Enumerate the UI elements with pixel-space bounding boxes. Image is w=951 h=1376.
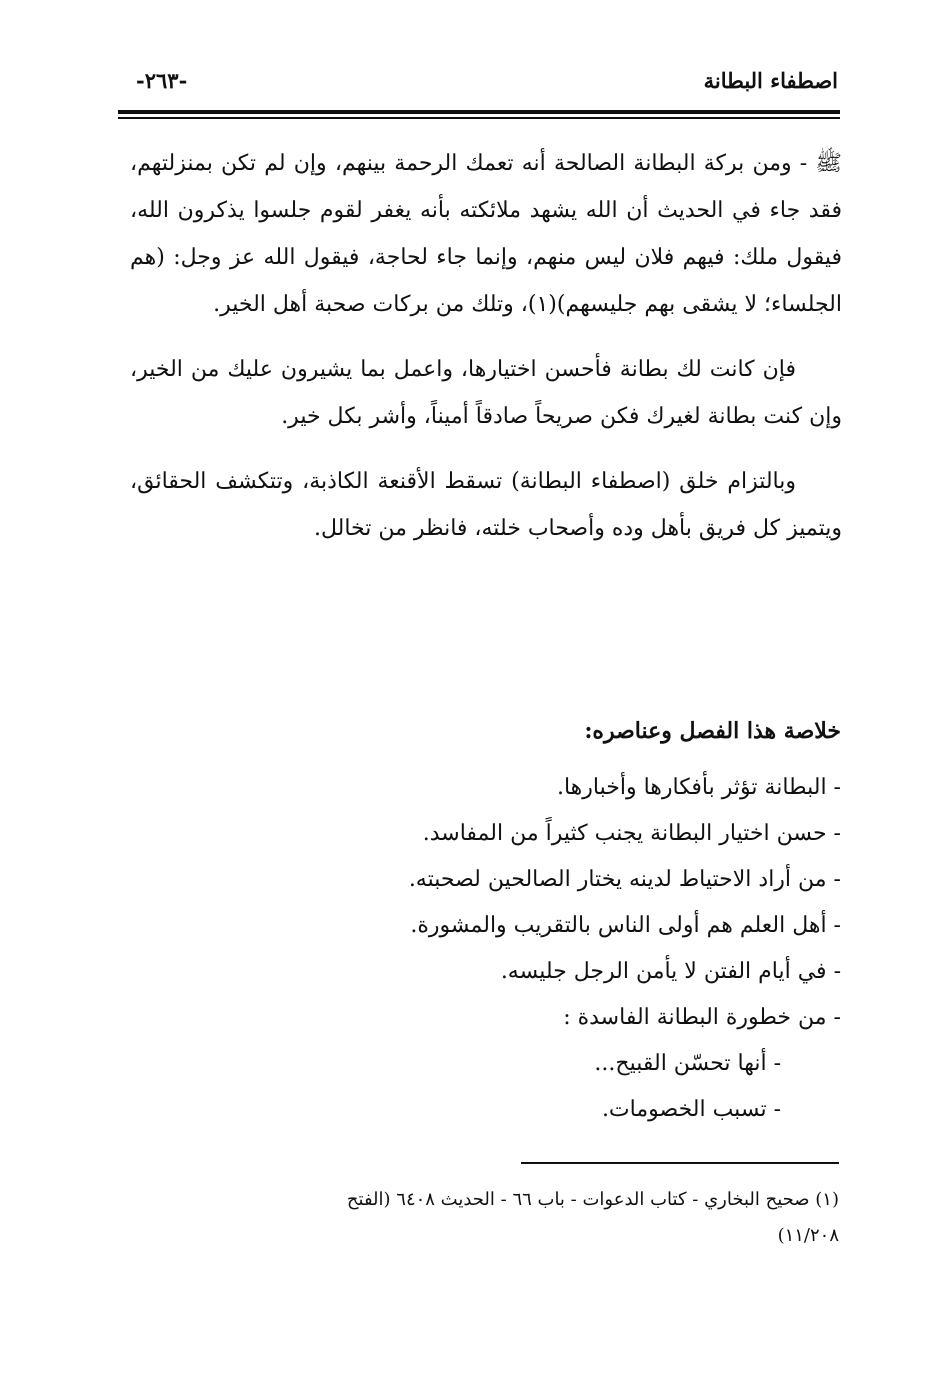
list-item: - البطانة تؤثر بأفكارها وأخبارها.: [556, 775, 841, 800]
list-item: - حسن اختيار البطانة يجنب كثيراً من المفاسد.: [422, 821, 841, 846]
paragraph: ﷺ - ومن بركة البطانة الصالحة أنه تعمك الرحمة بينهم، وإن لم تكن بمنزلتهم، فقد جاء في الحديث أن الله يشهد ملائكته بأنه يغفر لقوم جلسوا يذكرون الله، فيقول ملك: فيهم فلان ليس منهم، وإنما جاء لحاجة، فيقول الله عز وجل: (هم الجلساء؛ لا يشقى بهم جليسهم)(١)، وتلك من بركات صحبة أهل الخير.: [130, 151, 842, 317]
body-text: [130, 140, 842, 570]
page-number: -٢٦٣-: [136, 68, 188, 93]
list-item: - من أراد الاحتياط لدينه يختار الصالحين لصحبته.: [408, 867, 841, 892]
footnote-line: ١١/٢٠٨): [777, 1225, 839, 1246]
running-title: اصطفاء البطانة: [703, 68, 838, 93]
paragraph: فإن كانت لك بطانة فأحسن اختيارها، واعمل بما يشيرون عليك من الخير، وإن كنت بطانة لغيرك فكن صريحاً صادقاً أميناً، وأشر بكل خير.: [130, 357, 842, 429]
page-header: [118, 62, 838, 106]
footnote-divider: [521, 1162, 839, 1164]
list-item: - من خطورة البطانة الفاسدة :: [563, 1005, 841, 1030]
header-divider: [118, 110, 840, 122]
section-heading: خلاصة هذا الفصل وعناصره:: [584, 718, 841, 744]
summary-list: [141, 765, 841, 1133]
footnote: [117, 1182, 839, 1254]
paragraph: وبالتزام خلق (اصطفاء البطانة) تسقط الأقنعة الكاذبة، وتتكشف الحقائق، ويتميز كل فريق بأهل وده وأصحاب خلته، فانظر من تخالل.: [130, 469, 842, 541]
list-item: - أهل العلم هم أولى الناس بالتقريب والمشورة.: [410, 913, 841, 938]
sub-list-item: - تسبب الخصومات.: [601, 1097, 781, 1122]
footnote-line: (١) صحيح البخاري - كتاب الدعوات - باب ٦٦ - الحديث ٦٤٠٨ (الفتح: [346, 1189, 839, 1210]
sub-list-item: - أنها تحسّن القبيح...: [594, 1051, 781, 1076]
list-item: - في أيام الفتن لا يأمن الرجل جليسه.: [500, 959, 841, 984]
